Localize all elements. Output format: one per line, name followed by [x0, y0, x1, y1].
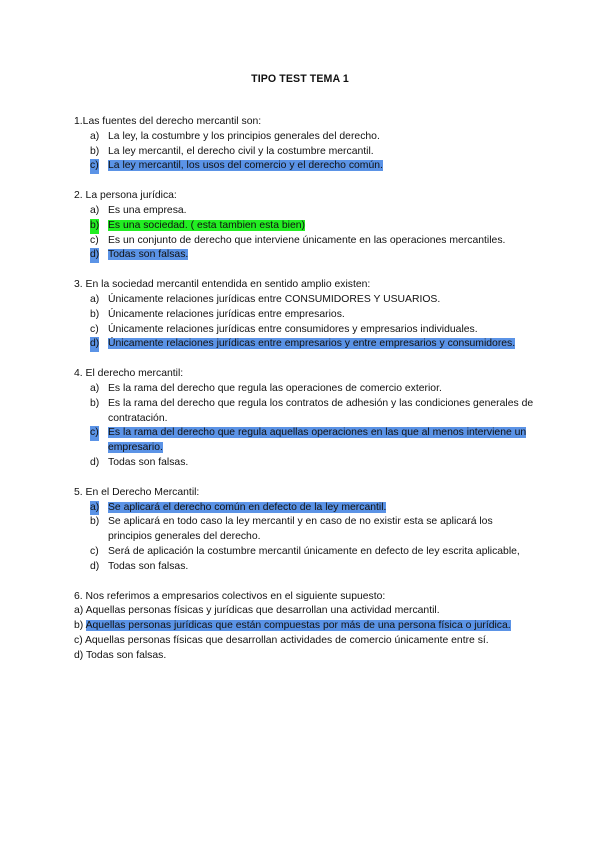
question-text: 1.Las fuentes del derecho mercantil son: — [74, 116, 262, 127]
option-text: Es la rama del derecho que regula los contratos de adhesión y las condiciones generales de contratación. — [108, 397, 534, 424]
question-5 — [74, 486, 534, 575]
question-text: 2. La persona jurídica: — [74, 190, 177, 202]
option-c-answer — [74, 426, 534, 456]
question-2 — [74, 189, 534, 263]
option-letter: a) — [90, 382, 100, 394]
option-d-answer — [74, 248, 534, 263]
option-letter: a) — [90, 293, 100, 305]
option-text: Todas son falsas. — [108, 456, 189, 468]
option-c — [74, 234, 534, 249]
option-b-answer — [74, 619, 534, 634]
option-letter: c) — [90, 323, 99, 335]
question-6 — [74, 590, 534, 664]
option-text: Se aplicará en todo caso la ley mercantil y en caso de no existir esta se aplicará los principios generales del derecho. — [108, 516, 493, 543]
option-text: Todas son falsas. — [108, 560, 189, 572]
option-text: Únicamente relaciones jurídicas entre consumidores y empresarios individuales. — [108, 323, 478, 335]
option-b-answer — [74, 219, 534, 234]
option-text: Es una empresa. — [108, 204, 187, 216]
question-3 — [74, 278, 534, 352]
option-letter: a) — [90, 204, 100, 216]
option-b — [74, 397, 534, 427]
option-text: Es un conjunto de derecho que interviene únicamente en las operaciones mercantiles. — [108, 234, 506, 246]
option-text: Es una sociedad. ( esta tambien esta bien) — [108, 219, 305, 231]
option-text: Únicamente relaciones jurídicas entre empresarios. — [108, 308, 345, 320]
option-letter: d) — [90, 560, 100, 572]
option-letter: c) — [90, 159, 99, 174]
option-text: Se aplicará el derecho común en defecto de la ley mercantil. — [108, 501, 387, 513]
option-text: La ley mercantil, los usos del comercio y el derecho común. — [108, 160, 383, 172]
option-text: Todas son falsas. — [85, 649, 167, 661]
option-text: Aquellas personas físicas que desarrollan actividades de comercio únicamente entre sí. — [84, 634, 489, 646]
option-d-answer — [74, 337, 534, 352]
page-title: TIPO TEST TEMA 1 — [251, 73, 349, 85]
question-text: 4. El derecho mercantil: — [74, 368, 184, 380]
option-c — [74, 545, 534, 560]
option-letter: c) — [90, 545, 99, 557]
option-text: La ley, la costumbre y los principios generales del derecho. — [108, 130, 380, 142]
question-text: 5. En el Derecho Mercantil: — [74, 486, 200, 498]
option-text: Es la rama del derecho que regula aquellas operaciones en las que al menos interviene un empresario. — [108, 427, 527, 454]
option-letter: b) — [90, 397, 100, 409]
option-b — [74, 515, 534, 545]
option-letter: c) — [90, 234, 99, 246]
option-d — [74, 649, 534, 664]
option-a — [74, 130, 534, 145]
option-letter: a) — [90, 130, 100, 142]
option-text: Únicamente relaciones jurídicas entre empresarios y entre empresarios y consumidores. — [108, 338, 516, 350]
option-text: Únicamente relaciones jurídicas entre CONSUMIDORES Y USUARIOS. — [108, 293, 441, 305]
option-letter: b) — [90, 516, 100, 528]
option-text: Todas son falsas. — [108, 249, 189, 261]
option-c-answer — [74, 159, 534, 174]
option-letter: b) — [90, 145, 100, 157]
option-letter: d) — [90, 337, 99, 352]
option-letter: c) — [90, 426, 99, 441]
option-letter: b) — [90, 308, 100, 320]
option-d — [74, 456, 534, 471]
option-a — [74, 382, 534, 397]
option-text: Será de aplicación la costumbre mercantil únicamente en defecto de ley escrita aplicable, — [108, 545, 520, 557]
option-text: Es la rama del derecho que regula las operaciones de comercio exterior. — [108, 382, 442, 394]
option-letter: c) — [74, 634, 85, 646]
question-list — [74, 115, 534, 679]
option-a-answer — [74, 501, 534, 516]
question-text: 3. En la sociedad mercantil entendida en sentido amplio existen: — [74, 279, 371, 291]
option-d — [74, 560, 534, 575]
question-text: 6. Nos referimos a empresarios colectivos en el siguiente supuesto: — [74, 590, 386, 602]
option-b — [74, 308, 534, 323]
option-text: La ley mercantil, el derecho civil y la costumbre mercantil. — [108, 145, 374, 157]
option-letter: b) — [74, 620, 86, 632]
option-letter: d) — [90, 456, 100, 468]
option-letter: a) — [74, 605, 86, 617]
option-c — [74, 634, 534, 649]
option-letter: d) — [90, 248, 99, 263]
option-a — [74, 204, 534, 219]
option-b — [74, 145, 534, 160]
option-a — [74, 604, 534, 619]
option-text: Aquellas personas jurídicas que están compuestas por más de una persona física o jurídica. — [85, 620, 511, 632]
question-4 — [74, 367, 534, 471]
option-text: Aquellas personas físicas y jurídicas que desarrollan una actividad mercantil. — [85, 605, 440, 617]
option-letter: b) — [90, 219, 99, 234]
option-letter: a) — [90, 501, 99, 516]
option-letter: d) — [74, 649, 86, 661]
option-a — [74, 293, 534, 308]
question-1 — [74, 115, 534, 174]
option-c — [74, 323, 534, 338]
